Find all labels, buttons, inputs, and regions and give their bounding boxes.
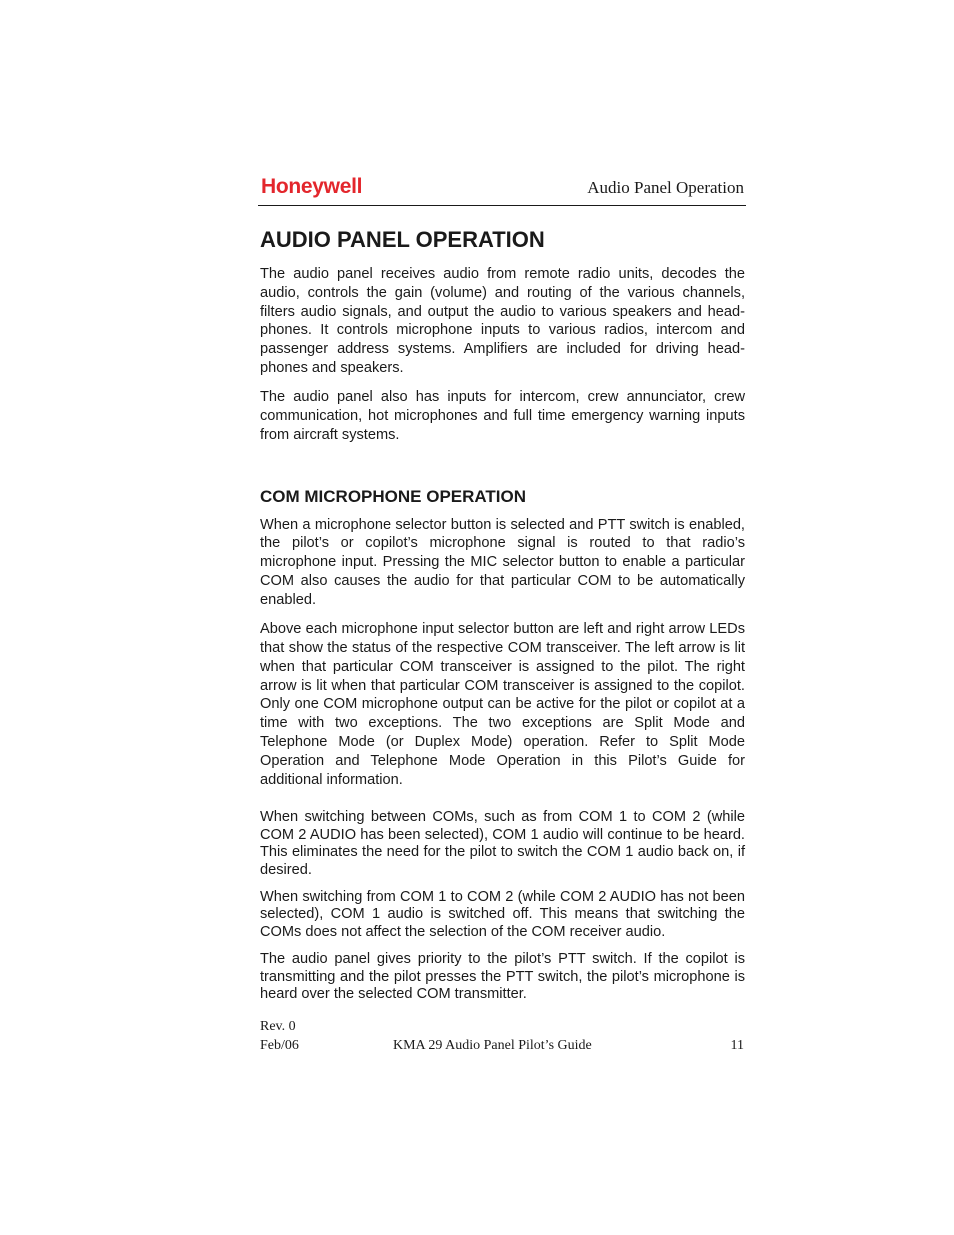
honeywell-logo: Honeywell	[261, 175, 363, 198]
paragraph: The audio panel receives audio from remote radio units, decodes the audio, controls the gain (volume) and routing of the various channels, filters audio signals, and output the audio to various speakers and head-phones. It controls microphone inputs to various radios, intercom and passenger address systems. Amplifiers are included for driving head-phones and speakers.	[260, 266, 745, 376]
page-body	[260, 225, 745, 1013]
footer-revision	[260, 1017, 299, 1055]
footer-guide-title: KMA 29 Audio Panel Pilot’s Guide	[393, 1038, 592, 1053]
section-title-com-microphone-operation: COM MICROPHONE OPERATION	[260, 486, 527, 506]
paragraph: When switching between COMs, such as from COM 1 to COM 2 (while COM 2 AUDIO has been selected), COM 1 audio will continue to be heard. This eliminates the need for the pilot to switch the COM 1 audio back on, if desired.	[260, 809, 745, 878]
revision-date: Feb/06	[260, 1038, 299, 1053]
paragraph: The audio panel also has inputs for intercom, crew annunciator, crew communication, hot microphones and full time emergency warning inputs from aircraft systems.	[260, 389, 745, 443]
revision-label: Rev. 0	[260, 1019, 296, 1034]
paragraph: When a microphone selector button is selected and PTT switch is enabled, the pilot’s or copilot’s microphone signal is routed to that radio’s microphone input. Pressing the MIC selector button to enable a particular COM also causes the audio for that particular COM to be automatically enabled.	[260, 516, 745, 608]
section-title-audio-panel-operation: AUDIO PANEL OPERATION	[260, 227, 545, 252]
paragraph: When switching from COM 1 to COM 2 (while COM 2 AUDIO has not been selected), COM 1 audio is switched off. This means that switching the COMs does not affect the selection of the COM receiver audio.	[260, 888, 745, 940]
paragraph: Above each microphone input selector button are left and right arrow LEDs that show the status of the respective COM transceiver. The left arrow is lit when that particular COM transceiver is assigned to the pilot. The right arrow is lit when that particular COM transceiver is assigned to the copilot. Only one COM microphone output can be active for the pilot or copilot at a time with two exceptions. The two exceptions are Split Mode and Telephone Mode (or Duplex Mode) operation. Refer to Split Mode Operation and Telephone Mode Operation in this Pilot’s Guide for additional information.	[260, 621, 745, 788]
page-number: 11	[730, 1038, 744, 1053]
paragraph: The audio panel gives priority to the pilot’s PTT switch. If the copilot is transmitting and the pilot presses the PTT switch, the pilot’s microphone is heard over the selected COM transmitter.	[260, 951, 745, 1002]
header-divider	[258, 205, 746, 206]
running-head: Audio Panel Operation	[587, 178, 744, 197]
